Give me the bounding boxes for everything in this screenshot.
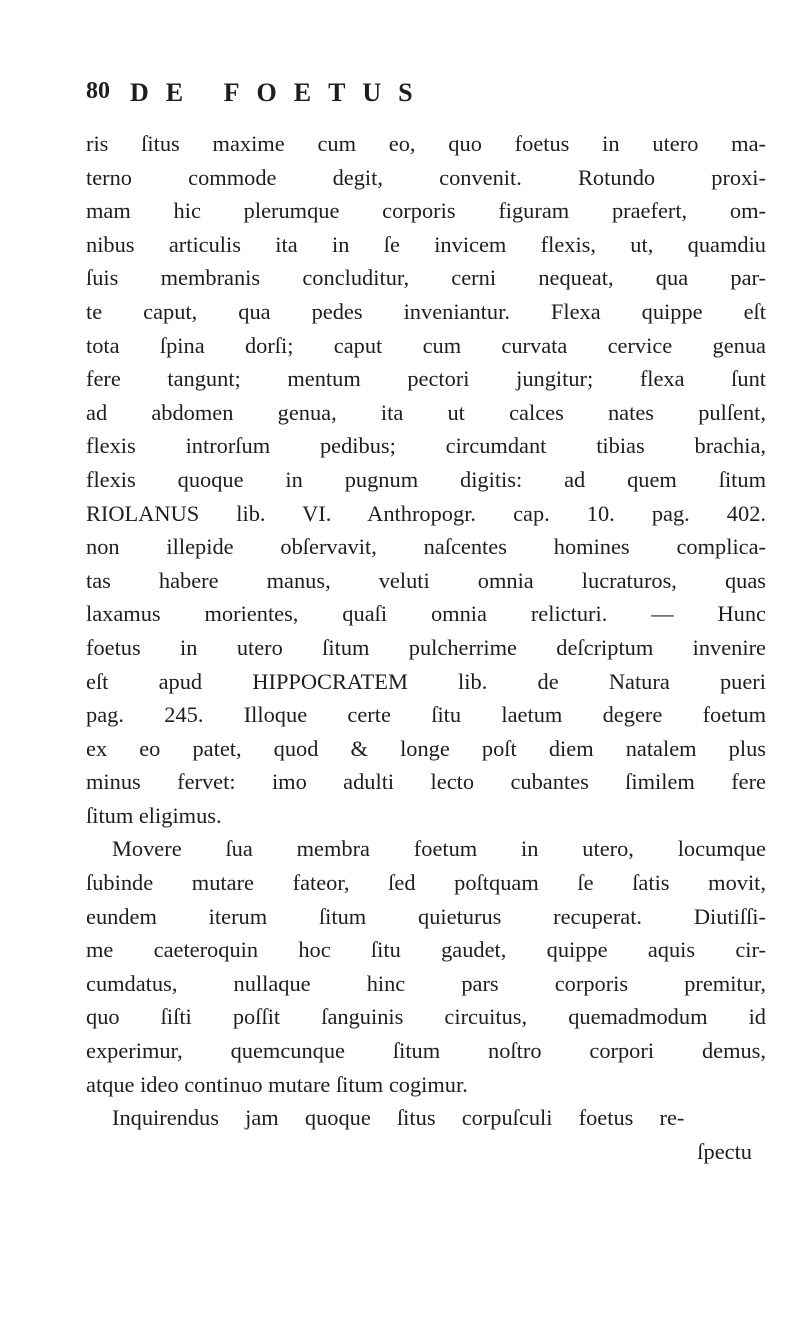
- text-line: me caeteroquin hoc ſitu gaudet, quippe aquis cir-: [86, 937, 766, 963]
- text-line: tota ſpina dorſi; caput cum curvata cervice genua: [86, 332, 766, 358]
- text-line: pag. 245. Illoque certe ſitu laetum degere foetum: [86, 702, 766, 728]
- text-line-paragraph-start: Inquirendus jam quoque ſitus corpuſculi foetus re-: [112, 1105, 685, 1131]
- text-line-paragraph-end: ſitum eligimus.: [86, 802, 222, 828]
- text-line: ris ſitus maxime cum eo, quo foetus in utero ma-: [86, 131, 766, 156]
- text-line: mam hic plerumque corporis figuram praefert, om-: [86, 198, 766, 224]
- running-head: [86, 78, 706, 118]
- text-line: terno commode degit, convenit. Rotundo proxi-: [86, 164, 766, 190]
- text-line: RIOLANUS lib. VI. Anthropogr. cap. 10. pag. 402.: [86, 500, 766, 526]
- text-line: ad abdomen genua, ita ut calces nates pulſent,: [86, 399, 766, 425]
- text-line: laxamus morientes, quaſi omnia relicturi. — Hunc: [86, 601, 766, 627]
- text-line: ſuis membranis concluditur, cerni nequeat, qua par-: [86, 265, 766, 291]
- page-number: 80: [86, 78, 110, 104]
- text-line: eundem iterum ſitum quieturus recuperat. Diutiſſi-: [86, 903, 766, 929]
- text-line-paragraph-start: Movere ſua membra foetum in utero, locumque: [112, 836, 766, 862]
- text-line: flexis introrſum pedibus; circumdant tibias brachia,: [86, 433, 766, 459]
- text-line: cumdatus, nullaque hinc pars corporis premitur,: [86, 970, 766, 996]
- text-line: quo ſiſti poſſit ſanguinis circuitus, quemadmodum id: [86, 1004, 766, 1030]
- text-line-paragraph-end: atque ideo continuo mutare ſitum cogimur.: [86, 1071, 468, 1097]
- text-line: eſt apud HIPPOCRATEM lib. de Natura pueri: [86, 668, 766, 694]
- catchword: ſpectu: [697, 1138, 752, 1164]
- text-line: minus fervet: imo adulti lecto cubantes ſimilem fere: [86, 769, 766, 795]
- text-line: te caput, qua pedes inveniantur. Flexa quippe eſt: [86, 298, 766, 324]
- running-title: DE FOETUS: [130, 78, 430, 107]
- text-line: experimur, quemcunque ſitum noſtro corpori demus,: [86, 1038, 766, 1064]
- text-line: nibus articulis ita in ſe invicem flexis, ut, quamdiu: [86, 231, 766, 257]
- text-line: non illepide obſervavit, naſcentes homines complica-: [86, 534, 766, 560]
- text-line: ſubinde mutare fateor, ſed poſtquam ſe ſatis movit,: [86, 870, 766, 896]
- text-line: tas habere manus, veluti omnia lucraturos, quas: [86, 567, 766, 593]
- text-line: foetus in utero ſitum pulcherrime deſcriptum invenire: [86, 634, 766, 660]
- text-line: ex eo patet, quod & longe poſt diem natalem plus: [86, 735, 766, 761]
- text-line: flexis quoque in pugnum digitis: ad quem ſitum: [86, 466, 766, 492]
- body-text: [86, 127, 766, 1168]
- text-line: fere tangunt; mentum pectori jungitur; flexa ſunt: [86, 366, 766, 392]
